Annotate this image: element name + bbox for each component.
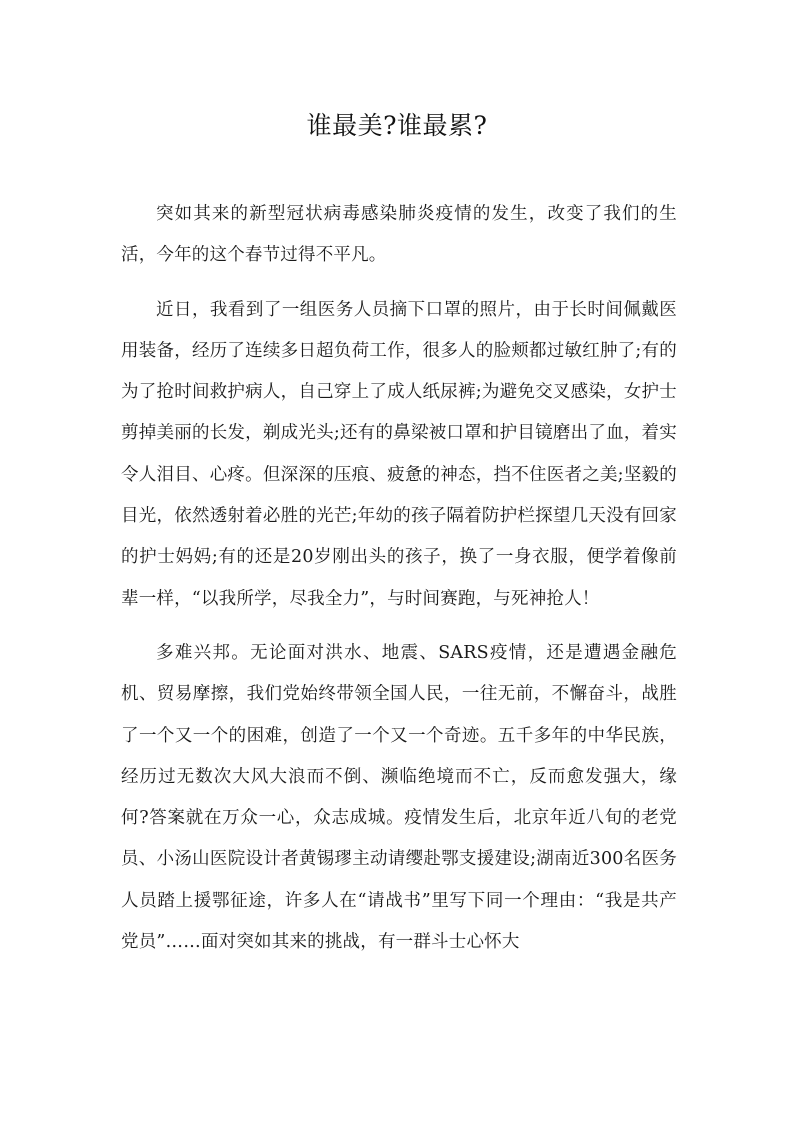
paragraph-2: 近日，我看到了一组医务人员摘下口罩的照片，由于长时间佩戴医用装备，经历了连续多日超负荷工作，很多人的脸颊都过敏红肿了;有的为了抢时间救护病人，自己穿上了成人纸尿裤;为避免交叉感染，女护士剪掉美丽的长发，剃成光头;还有的鼻梁被口罩和护目镜磨出了血，着实令人泪目、心疼。但深深的压痕、疲惫的神态，挡不住医者之美;坚毅的目光，依然透射着必胜的光芒;年幼的孩子隔着防护栏探望几天没有回家的护士妈妈;有的还是20岁刚出头的孩子，换了一身衣服，便学着像前辈一样，“以我所学，尽我全力”，与时间赛跑，与死神抢人！ [121,299,677,609]
document-body [121,194,677,976]
page-title: 谁最美?谁最累? [306,111,488,140]
paragraph-3: 多难兴邦。无论面对洪水、地震、SARS疫情，还是遭遇金融危机、贸易摩擦，我们党始终带领全国人民，一往无前，不懈奋斗，战胜了一个又一个的困难，创造了一个又一个奇迹。五千多年的中华民族，经历过无数次大风大浪而不倒、濒临绝境而不亡，反而愈发强大，缘何?答案就在万众一心，众志成城。疫情发生后，北京年近八旬的老党员、小汤山医院设计者黄锡璆主动请缨赴鄂支援建设;湖南近300名医务人员踏上援鄂征途，许多人在“请战书”里写下同一个理由：“我是共产党员”……面对突如其来的挑战，有一群斗士心怀大 [121,642,677,953]
paragraph-1: 突如其来的新型冠状病毒感染肺炎疫情的发生，改变了我们的生活，今年的这个春节过得不平凡。 [121,204,677,266]
